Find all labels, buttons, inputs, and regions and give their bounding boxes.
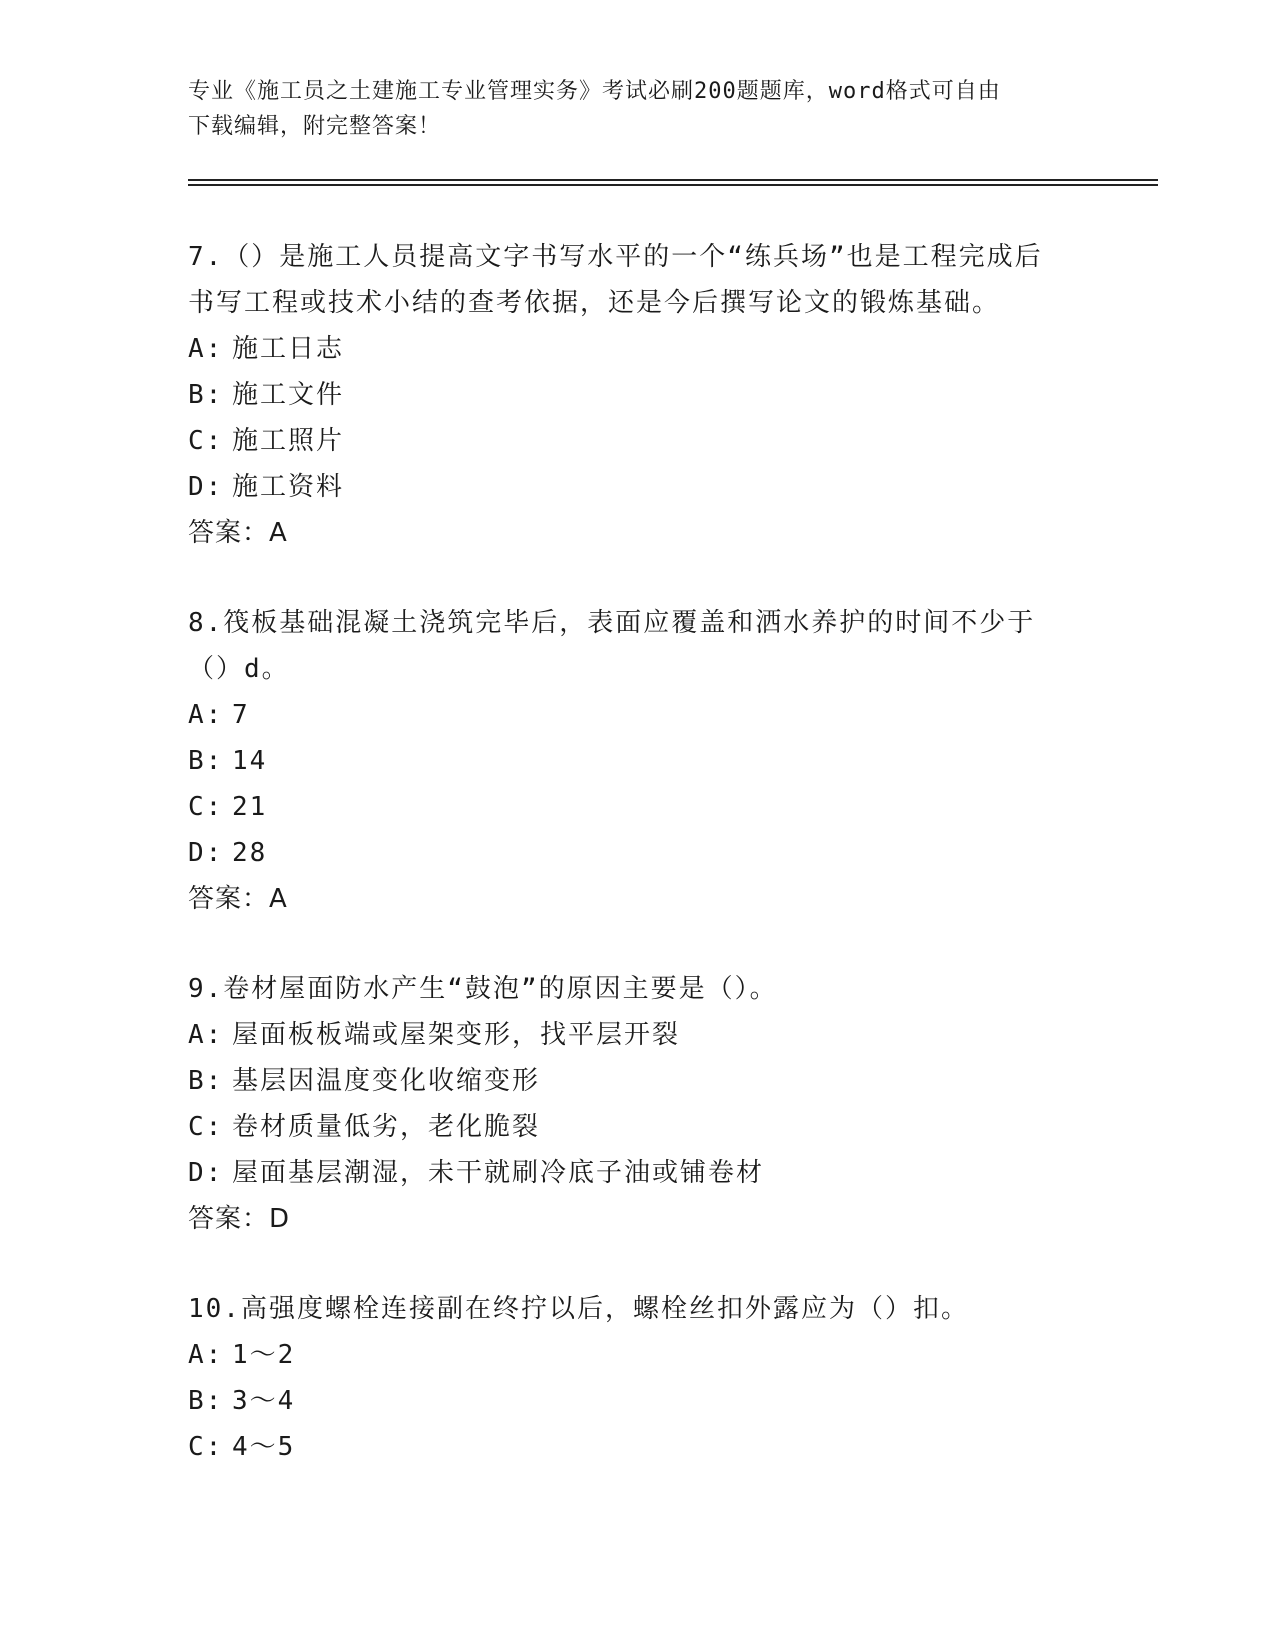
option-letter: A: bbox=[188, 1020, 224, 1050]
answer-line: 答案：D bbox=[188, 1204, 291, 1234]
option-a bbox=[188, 1332, 1068, 1378]
option-text: 施工文件 bbox=[232, 380, 345, 410]
question-stem: 7.（）是施工人员提高文字书写水平的一个“练兵场”也是工程完成后书写工程或技术小结的查考依据，还是今后撰写论文的锻炼基础。 bbox=[188, 242, 1043, 318]
option-c bbox=[188, 418, 1068, 464]
option-text: 屋面板板端或屋架变形，找平层开裂 bbox=[232, 1020, 681, 1050]
header-divider-top bbox=[188, 179, 1158, 181]
option-a bbox=[188, 692, 1068, 738]
option-b bbox=[188, 1378, 1068, 1424]
option-b bbox=[188, 1058, 1068, 1104]
option-letter: C: bbox=[188, 426, 224, 456]
answer-line: 答案：A bbox=[188, 884, 288, 914]
option-letter: A: bbox=[188, 334, 224, 364]
option-text: 施工照片 bbox=[232, 426, 345, 456]
option-letter: B: bbox=[188, 746, 224, 776]
option-letter: D: bbox=[188, 838, 224, 868]
option-text: 28 bbox=[232, 838, 268, 868]
question-stem: 10.高强度螺栓连接副在终拧以后，螺栓丝扣外露应为（）扣。 bbox=[188, 1294, 969, 1324]
option-text: 施工日志 bbox=[232, 334, 345, 364]
option-d bbox=[188, 1150, 1068, 1196]
question-stem: 9.卷材屋面防水产生“鼓泡”的原因主要是（）。 bbox=[188, 974, 778, 1004]
question-7 bbox=[188, 234, 1068, 556]
option-text: 4～5 bbox=[232, 1432, 296, 1462]
option-letter: A: bbox=[188, 700, 224, 730]
option-text: 施工资料 bbox=[232, 472, 345, 502]
option-c bbox=[188, 784, 1068, 830]
question-stem: 8.筏板基础混凝土浇筑完毕后，表面应覆盖和洒水养护的时间不少于（）d。 bbox=[188, 608, 1036, 684]
option-letter: B: bbox=[188, 380, 224, 410]
option-letter: C: bbox=[188, 1112, 224, 1142]
document-header bbox=[188, 74, 1068, 144]
option-c bbox=[188, 1424, 1068, 1470]
option-letter: D: bbox=[188, 1158, 224, 1188]
answer-line: 答案：A bbox=[188, 518, 288, 548]
option-a bbox=[188, 326, 1068, 372]
header-line-1: 专业《施工员之土建施工专业管理实务》考试必刷200题题库，word格式可自由 bbox=[188, 79, 1001, 104]
option-b bbox=[188, 738, 1068, 784]
option-text: 屋面基层潮湿，未干就刷冷底子油或铺卷材 bbox=[232, 1158, 765, 1188]
option-letter: A: bbox=[188, 1340, 224, 1370]
option-text: 14 bbox=[232, 746, 268, 776]
option-text: 基层因温度变化收缩变形 bbox=[232, 1066, 541, 1096]
option-letter: C: bbox=[188, 1432, 224, 1462]
option-text: 21 bbox=[232, 792, 268, 822]
option-letter: D: bbox=[188, 472, 224, 502]
option-b bbox=[188, 372, 1068, 418]
option-letter: B: bbox=[188, 1386, 224, 1416]
option-letter: C: bbox=[188, 792, 224, 822]
question-8 bbox=[188, 600, 1068, 922]
option-text: 7 bbox=[232, 700, 250, 730]
question-9 bbox=[188, 966, 1068, 1242]
option-d bbox=[188, 464, 1068, 510]
option-a bbox=[188, 1012, 1068, 1058]
option-text: 1～2 bbox=[232, 1340, 296, 1370]
option-d bbox=[188, 830, 1068, 876]
option-letter: B: bbox=[188, 1066, 224, 1096]
header-divider-bottom bbox=[188, 184, 1158, 186]
option-text: 卷材质量低劣，老化脆裂 bbox=[232, 1112, 541, 1142]
header-line-2: 下载编辑，附完整答案！ bbox=[188, 114, 442, 139]
question-10 bbox=[188, 1286, 1068, 1470]
option-c bbox=[188, 1104, 1068, 1150]
option-text: 3～4 bbox=[232, 1386, 296, 1416]
